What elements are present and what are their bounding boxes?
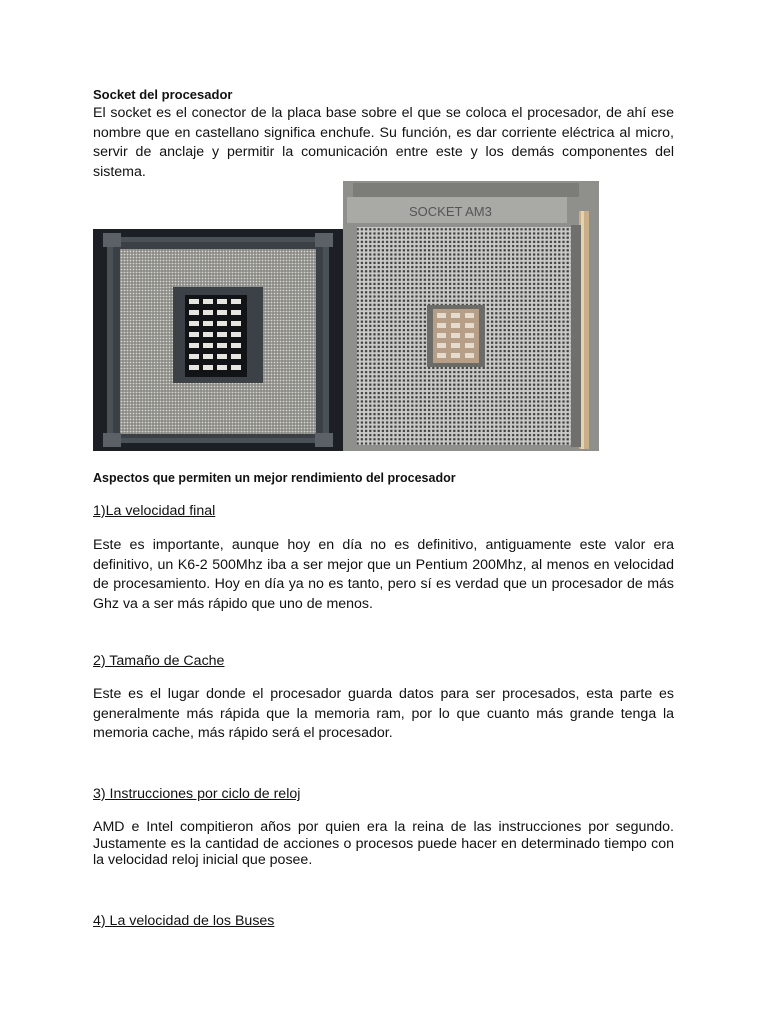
section-1-heading: 1)La velocidad final — [93, 503, 216, 519]
intro-paragraph: El socket es el conector de la placa base sobre el que se coloca el procesador, de ahí ese nombre que en castellano significa enchufe. Su función, es dar corriente eléctrica al micro, servir de anclaje y permitir la comunicación entre este y los demás componentes del sistema. — [93, 105, 674, 180]
section-2-body: Este es el lugar donde el procesador guarda datos para ser procesados, esta parte es generalmente más rápida que la memoria ram, por lo que cuanto más grande tenga la memoria cache, más rápido será el procesador. — [93, 686, 674, 742]
socket-label: SOCKET AM3 — [409, 204, 492, 219]
intel-lga-socket-photo — [93, 229, 343, 451]
page-title: Socket del procesador — [93, 87, 233, 102]
performance-subheading: Aspectos que permiten un mejor rendimiento del procesador — [93, 471, 456, 485]
section-3-heading: 3) Instrucciones por ciclo de reloj — [93, 786, 301, 802]
section-4-heading: 4) La velocidad de los Buses — [93, 913, 275, 929]
section-1-body: Este es importante, aunque hoy en día no es definitivo, antiguamente este valor era definitivo, un K6-2 500Mhz iba a ser mejor que un Pentium 200Mhz, al menos en velocidad de procesamiento. Hoy en día ya no es tanto, pero sí es verdad que un procesador de más Ghz va a ser más rápido que uno de menos. — [93, 537, 674, 612]
section-3-body: AMD e Intel compitieron años por quien era la reina de las instrucciones por segundo. Justamente es la cantidad de acciones o procesos puede hacer en determinado tiempo con la velocidad reloj inicial que posee. — [93, 819, 674, 868]
amd-am3-socket-photo — [343, 181, 599, 451]
section-2-heading: 2) Tamaño de Cache — [93, 653, 225, 669]
